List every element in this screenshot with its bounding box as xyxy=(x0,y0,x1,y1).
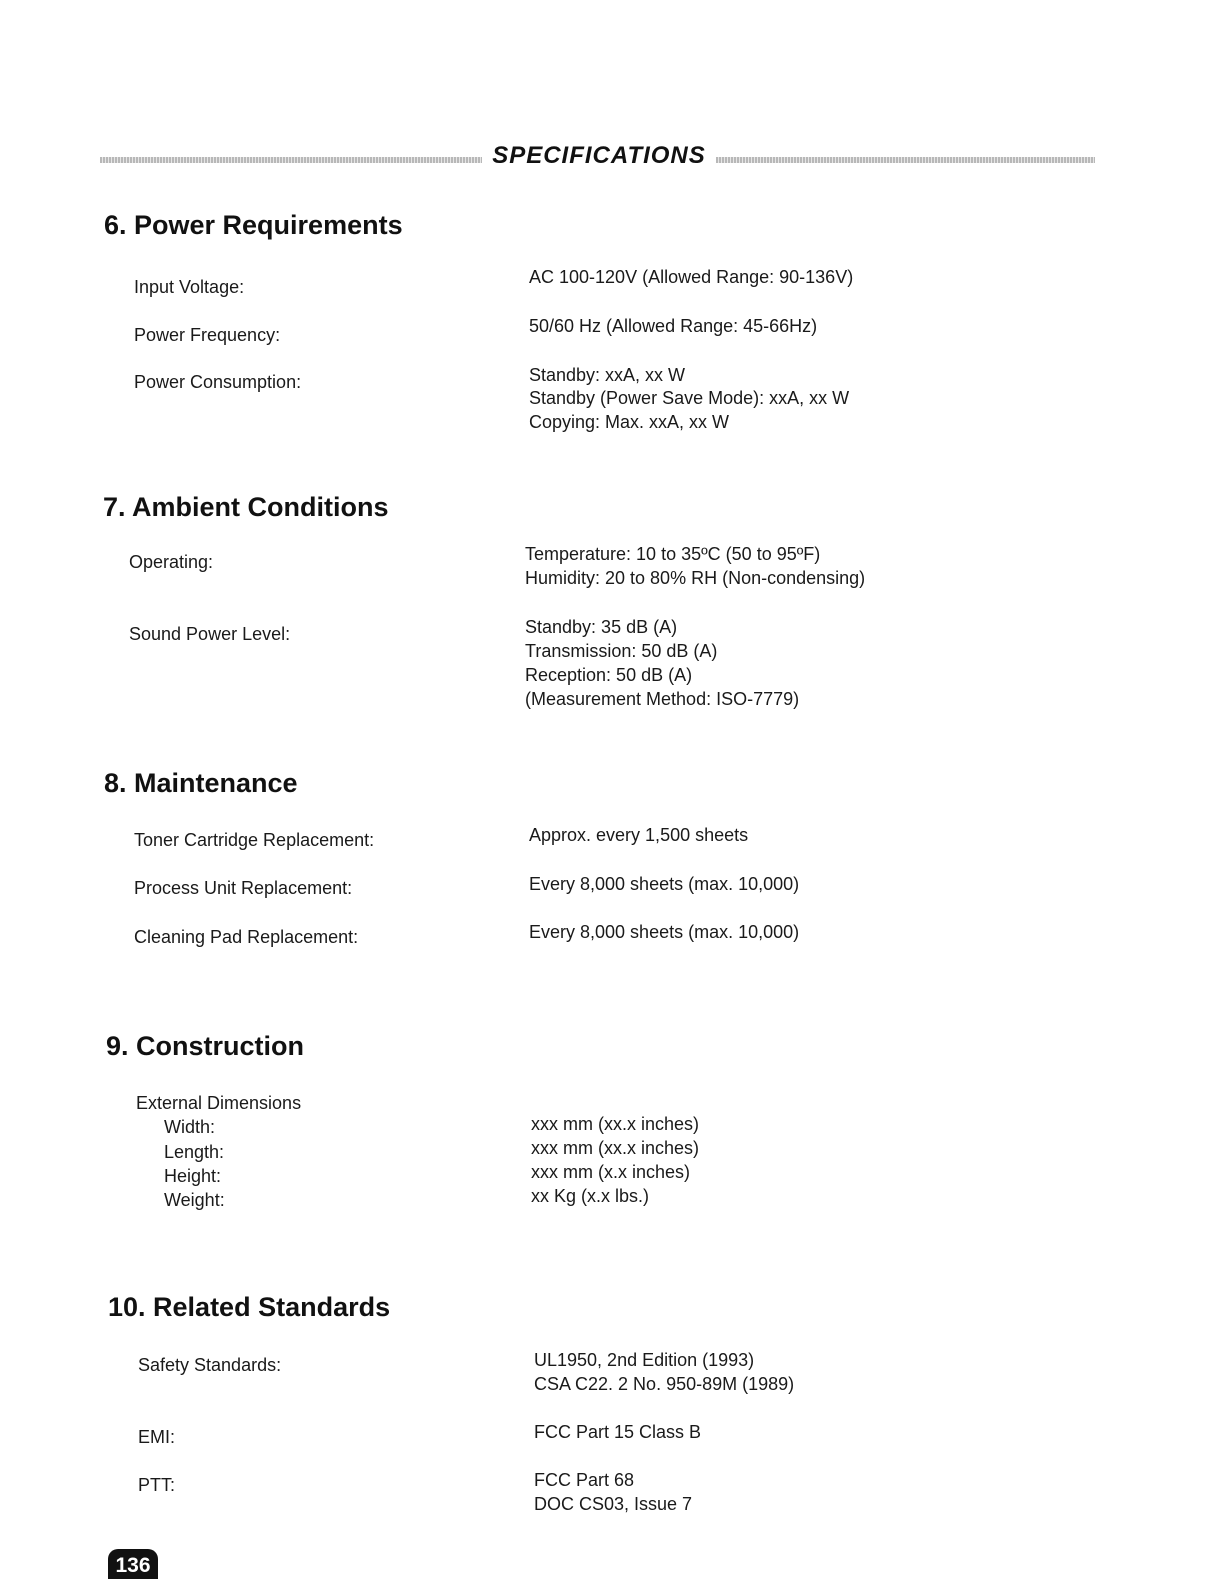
header-rule-left xyxy=(100,157,482,163)
section-title-related-standards: 10. Related Standards xyxy=(108,1292,391,1322)
page-number-badge: 136 xyxy=(108,1549,158,1579)
spec-value: Transmission: 50 dB (A) xyxy=(525,641,718,661)
section-title-ambient-conditions: 7. Ambient Conditions xyxy=(103,492,389,522)
spec-value: Standby (Power Save Mode): xxA, xx W xyxy=(529,388,850,408)
spec-value: xxx mm (x.x inches) xyxy=(531,1162,691,1182)
spec-value: Approx. every 1,500 sheets xyxy=(529,825,749,845)
header-rule-right xyxy=(716,157,1095,163)
spec-label: Sound Power Level: xyxy=(129,624,291,644)
spec-label: Cleaning Pad Replacement: xyxy=(134,927,359,947)
spec-label: Length: xyxy=(164,1142,225,1162)
spec-value: CSA C22. 2 No. 950-89M (1989) xyxy=(534,1374,795,1394)
spec-value: Every 8,000 sheets (max. 10,000) xyxy=(529,922,800,942)
spec-label: Input Voltage: xyxy=(134,277,245,297)
spec-value: 50/60 Hz (Allowed Range: 45-66Hz) xyxy=(529,316,818,336)
spec-label: Power Consumption: xyxy=(134,372,302,392)
spec-value: xx Kg (x.x lbs.) xyxy=(531,1186,650,1206)
spec-value: AC 100-120V (Allowed Range: 90-136V) xyxy=(529,267,854,287)
spec-label: Process Unit Replacement: xyxy=(134,878,353,898)
section-title-maintenance: 8. Maintenance xyxy=(104,768,298,798)
spec-value: Temperature: 10 to 35ºC (50 to 95ºF) xyxy=(525,544,821,564)
section-title-construction: 9. Construction xyxy=(106,1031,305,1061)
spec-value: Standby: 35 dB (A) xyxy=(525,617,678,637)
spec-value: Standby: xxA, xx W xyxy=(529,365,686,385)
section-title-power-requirements: 6. Power Requirements xyxy=(104,210,403,240)
spec-value: Reception: 50 dB (A) xyxy=(525,665,693,685)
spec-value: UL1950, 2nd Edition (1993) xyxy=(534,1350,755,1370)
spec-value: DOC CS03, Issue 7 xyxy=(534,1494,693,1514)
spec-label: Operating: xyxy=(129,552,214,572)
header-title: SPECIFICATIONS xyxy=(492,142,706,169)
spec-value: FCC Part 68 xyxy=(534,1470,635,1490)
spec-label: Height: xyxy=(164,1166,222,1186)
spec-value: Humidity: 20 to 80% RH (Non-condensing) xyxy=(525,568,866,588)
spec-value: Copying: Max. xxA, xx W xyxy=(529,412,730,432)
spec-label: EMI: xyxy=(138,1427,176,1447)
spec-label: Power Frequency: xyxy=(134,325,281,345)
spec-label: Safety Standards: xyxy=(138,1355,282,1375)
page-header xyxy=(100,142,1095,176)
spec-label: Toner Cartridge Replacement: xyxy=(134,830,375,850)
spec-group-label: External Dimensions xyxy=(136,1093,302,1113)
spec-value: xxx mm (xx.x inches) xyxy=(531,1138,700,1158)
spec-value: xxx mm (xx.x inches) xyxy=(531,1114,700,1134)
spec-value: FCC Part 15 Class B xyxy=(534,1422,702,1442)
spec-label: Weight: xyxy=(164,1190,225,1210)
spec-value: (Measurement Method: ISO-7779) xyxy=(525,689,800,709)
spec-label: PTT: xyxy=(138,1475,176,1495)
spec-label: Width: xyxy=(164,1117,216,1137)
spec-value: Every 8,000 sheets (max. 10,000) xyxy=(529,874,800,894)
